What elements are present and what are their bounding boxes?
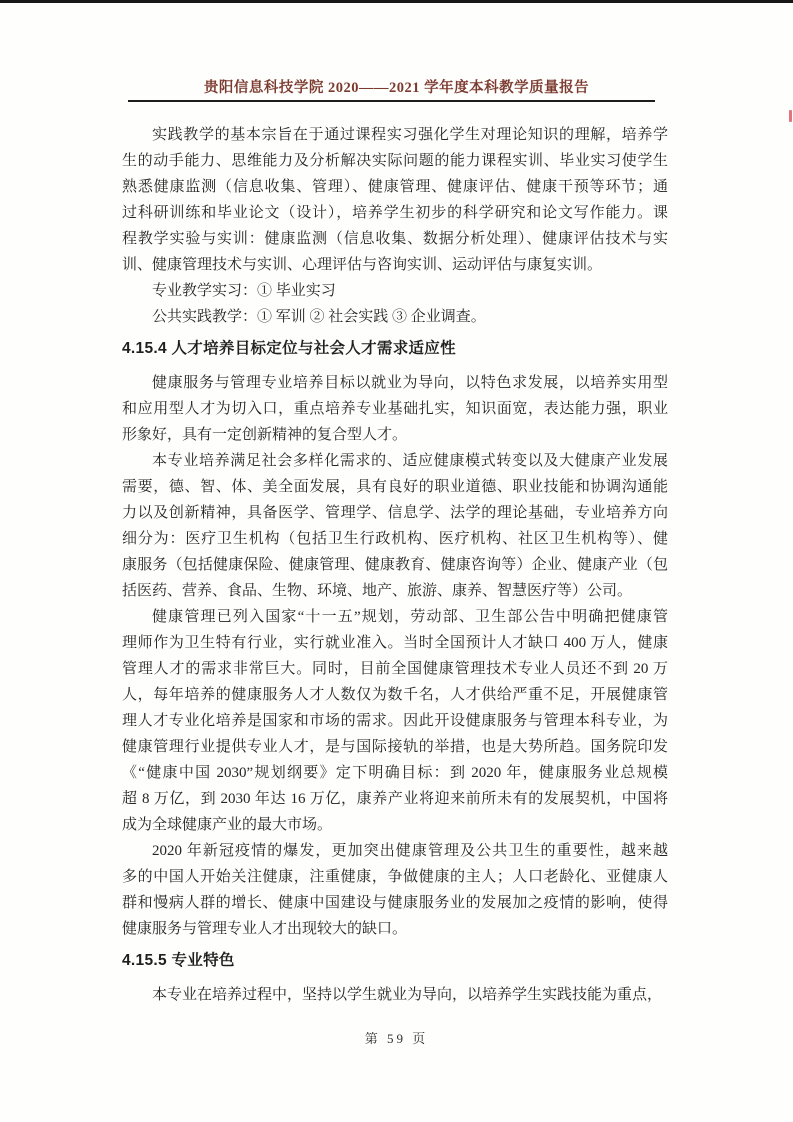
paragraph-line: 本专业培养满足社会多样化需求的、适应健康模式转变以及大健康产业发展 bbox=[152, 453, 668, 469]
paragraph-line: 力以及创新精神，具备医学、管理学、信息学、法学的理论基础，专业培养方向 bbox=[122, 505, 668, 521]
scan-edge-artifact bbox=[0, 0, 793, 3]
section-heading: 4.15.5 专业特色 bbox=[122, 952, 235, 969]
list-line: 公共实践教学：① 军训 ② 社会实践 ③ 企业调查。 bbox=[152, 309, 486, 325]
paragraph bbox=[122, 838, 668, 942]
paragraph-line: 《“健康中国 2030”规划纲要》定下明确目标：到 2020 年，健康服务业总规模 bbox=[122, 765, 668, 781]
paragraph bbox=[122, 604, 668, 838]
paragraph-line: 管理人才的需求非常巨大。同时，目前全国健康管理技术专业人员还不到 20 万 bbox=[122, 661, 668, 677]
paragraph-line: 形象好，具有一定创新精神的复合型人才。 bbox=[122, 427, 408, 443]
paragraph-line: 熟悉健康监测（信息收集、管理）、健康管理、健康评估、健康干预等环节；通 bbox=[122, 179, 668, 195]
paragraph-line: 程教学实验与实训：健康监测（信息收集、数据分析处理）、健康评估技术与实 bbox=[122, 231, 668, 247]
paragraph-line: 本专业在培养过程中，坚持以学生就业为导向，以培养学生实践技能为重点， bbox=[152, 987, 663, 1003]
paragraph-line: 健康管理已列入国家“十一五”规划，劳动部、卫生部公告中明确把健康管 bbox=[152, 609, 668, 625]
paragraph-line: 人，每年培养的健康服务人才人数仅为数千名，人才供给严重不足，开展健康管 bbox=[122, 687, 668, 703]
header-rule bbox=[128, 100, 655, 102]
page-number: 第 59 页 bbox=[364, 1031, 429, 1046]
paragraph-line: 健康服务与管理专业人才出现较大的缺口。 bbox=[122, 921, 408, 937]
page-footer bbox=[0, 1028, 793, 1048]
report-header-title: 贵阳信息科技学院 2020——2021 学年度本科教学质量报告 bbox=[203, 80, 590, 96]
paragraph-line: 需要，德、智、体、美全面发展，具有良好的职业道德、职业技能和协调沟通能 bbox=[122, 479, 668, 495]
section-heading: 4.15.4 人才培养目标定位与社会人才需求适应性 bbox=[122, 340, 456, 357]
paragraph-line: 细分为：医疗卫生机构（包括卫生行政机构、医疗机构、社区卫生机构等）、健 bbox=[122, 531, 668, 547]
paragraph-line: 理人才专业化培养是国家和市场的需求。因此开设健康服务与管理本科专业，为 bbox=[122, 713, 668, 729]
paragraph-line: 超 8 万亿，到 2030 年达 16 万亿，康养产业将迎来前所未有的发展契机，中国将 bbox=[122, 791, 668, 807]
paragraph-line: 过科研训练和毕业论文（设计），培养学生初步的科学研究和论文写作能力。课 bbox=[122, 205, 668, 221]
paragraph-line: 成为全球健康产业的最大市场。 bbox=[122, 817, 333, 833]
paragraph-line: 训、健康管理技术与实训、心理评估与咨询实训、运动评估与康复实训。 bbox=[122, 257, 603, 273]
paragraph-line: 康服务（包括健康保险、健康管理、健康教育、健康咨询等）企业、健康产业（包 bbox=[122, 557, 668, 573]
paragraph bbox=[122, 982, 668, 1008]
list-line: 专业教学实习：① 毕业实习 bbox=[152, 283, 336, 299]
document-header bbox=[0, 0, 793, 102]
paragraph-line: 群和慢病人群的增长、健康中国建设与健康服务业的发展加之疫情的影响，使得 bbox=[122, 895, 668, 911]
paragraph-line: 2020 年新冠疫情的爆发，更加突出健康管理及公共卫生的重要性，越来越 bbox=[152, 843, 668, 859]
paragraph-line: 括医药、营养、食品、生物、环境、地产、旅游、康养、智慧医疗等）公司。 bbox=[122, 583, 633, 599]
paragraph-line: 健康服务与管理专业培养目标以就业为导向，以特色求发展，以培养实用型 bbox=[152, 375, 668, 391]
paragraph-line: 健康管理行业提供专业人才，是与国际接轨的举措，也是大势所趋。国务院印发 bbox=[122, 739, 668, 755]
paragraph-line: 实践教学的基本宗旨在于通过课程实习强化学生对理论知识的理解，培养学 bbox=[152, 127, 668, 143]
scan-red-mark bbox=[789, 110, 792, 122]
document-body bbox=[122, 122, 668, 1008]
paragraph bbox=[122, 370, 668, 448]
paragraph bbox=[122, 448, 668, 604]
paragraph bbox=[122, 122, 668, 278]
paragraph-line: 生的动手能力、思维能力及分析解决实际问题的能力课程实训、毕业实习使学生 bbox=[122, 153, 668, 169]
paragraph-line: 多的中国人开始关注健康，注重健康，争做健康的主人；人口老龄化、亚健康人 bbox=[122, 869, 668, 885]
paragraph-line: 理师作为卫生特有行业，实行就业准入。当时全国预计人才缺口 400 万人，健康 bbox=[122, 635, 668, 651]
paragraph-line: 和应用型人才为切入口，重点培养专业基础扎实，知识面宽，表达能力强，职业 bbox=[122, 401, 668, 417]
